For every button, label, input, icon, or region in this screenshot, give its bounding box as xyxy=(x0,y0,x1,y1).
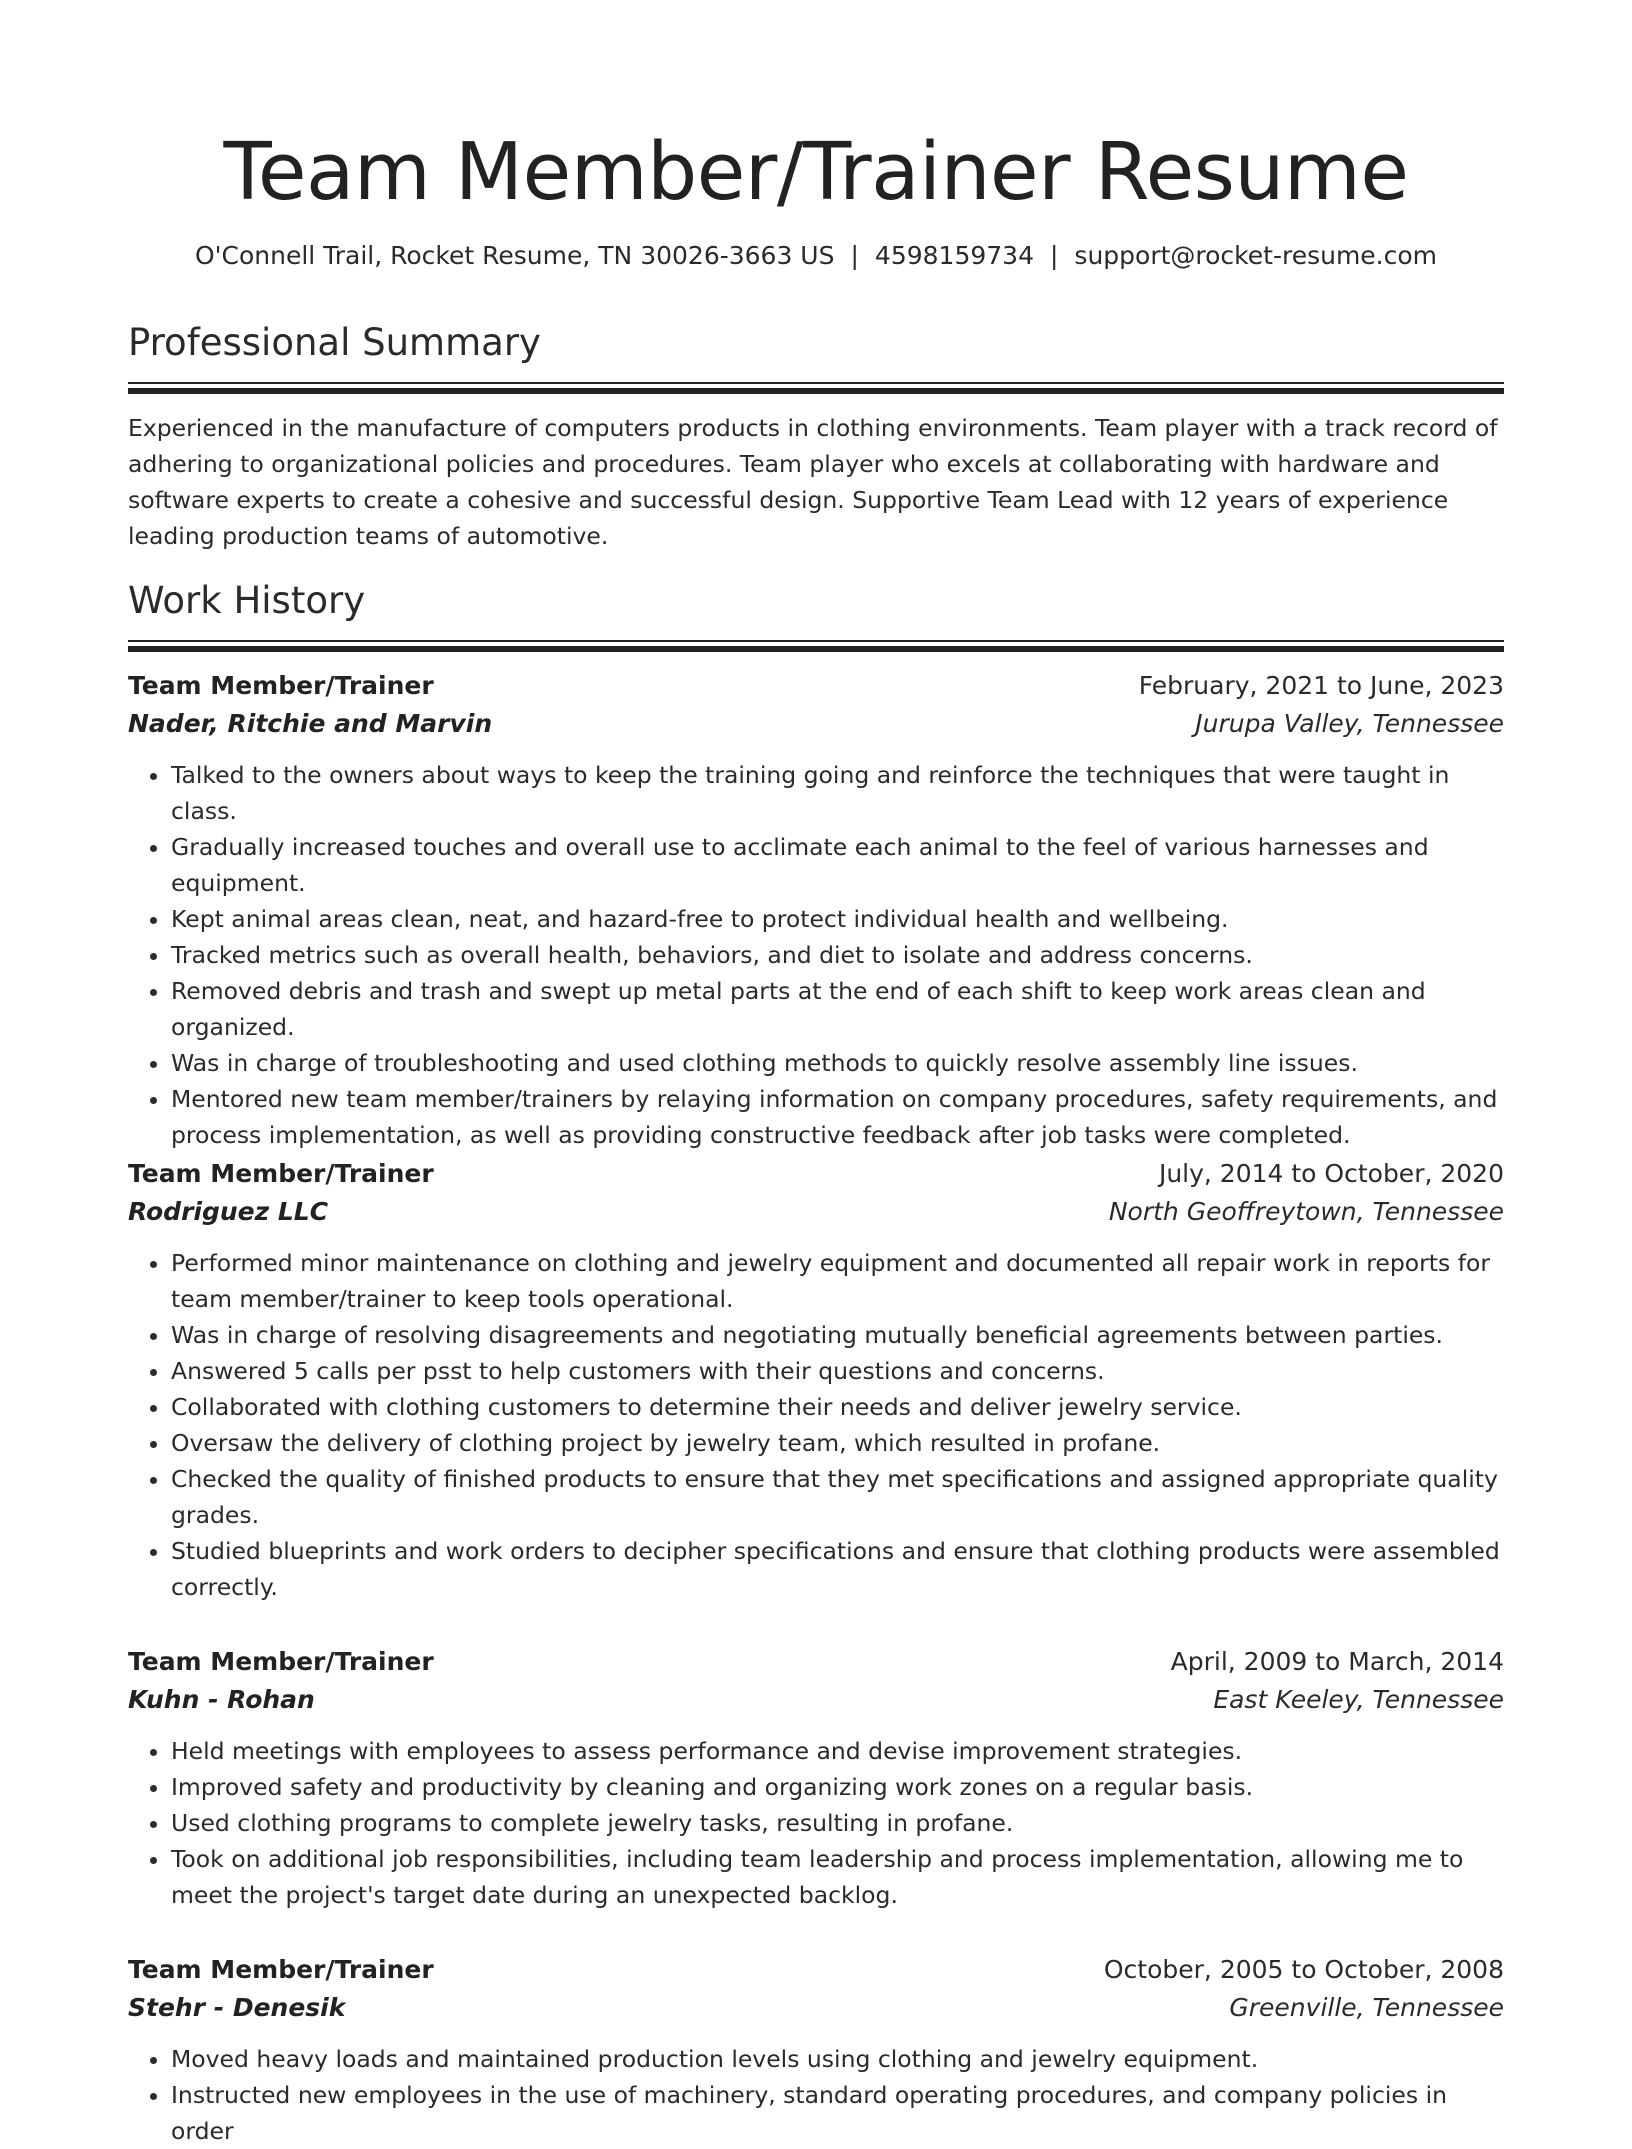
work-history-section xyxy=(128,576,1504,652)
job-title: Team Member/Trainer xyxy=(128,671,434,700)
job-location: Greenville, Tennessee xyxy=(1229,1993,1504,2022)
job-bullet: • Mentored new team member/trainers by relaying information on company procedures, safety requirements, and process implementation, as well as providing constructive feedback after job tasks were completed. xyxy=(171,1081,1504,1153)
job-bullet: • Tracked metrics such as overall health, behaviors, and diet to isolate and address concerns. xyxy=(171,937,1504,973)
job-bullet: • Collaborated with clothing customers to determine their needs and deliver jewelry service. xyxy=(171,1389,1504,1425)
job-bullets xyxy=(128,757,1504,1153)
job-bullet: • Performed minor maintenance on clothing and jewelry equipment and documented all repair work in reports for team member/trainer to keep tools operational. xyxy=(171,1245,1504,1317)
job-bullet: • Held meetings with employees to assess performance and devise improvement strategies. xyxy=(171,1733,1504,1769)
summary-text: Experienced in the manufacture of computers products in clothing environments. Team player with a track record of adhering to organizational policies and procedures. Team player who excels at collaborating with hardware and software experts to create a cohesive and successful design. Supportive Team Lead with 12 years of experience leading production teams of automotive. xyxy=(128,414,1498,550)
contact-line xyxy=(128,238,1504,274)
job-bullet: • Used clothing programs to complete jewelry tasks, resulting in profane. xyxy=(171,1805,1504,1841)
job-bullet: • Talked to the owners about ways to keep the training going and reinforce the techniques that were taught in class. xyxy=(171,757,1504,829)
job-location: East Keeley, Tennessee xyxy=(1213,1685,1504,1714)
job-bullets xyxy=(128,1733,1504,1913)
contact-separator: | xyxy=(1049,241,1059,270)
job-entry xyxy=(128,1643,1504,1913)
job-bullet: • Oversaw the delivery of clothing project by jewelry team, which resulted in profane. xyxy=(171,1425,1504,1461)
job-bullet: • Gradually increased touches and overall use to acclimate each animal to the feel of various harnesses and equipment. xyxy=(171,829,1504,901)
job-location: North Geoffreytown, Tennessee xyxy=(1108,1197,1504,1226)
job-bullet: • Was in charge of resolving disagreements and negotiating mutually beneficial agreements between parties. xyxy=(171,1317,1504,1353)
job-dates: October, 2005 to October, 2008 xyxy=(1103,1955,1504,1984)
job-bullet: • Answered 5 calls per psst to help customers with their questions and concerns. xyxy=(171,1353,1504,1389)
job-bullet: • Improved safety and productivity by cleaning and organizing work zones on a regular basis. xyxy=(171,1769,1504,1805)
job-bullet: • Studied blueprints and work orders to decipher specifications and ensure that clothing products were assembled correctly. xyxy=(171,1533,1504,1605)
resume-title: Team Member/Trainer Resume xyxy=(223,126,1409,218)
contact-phone: 4598159734 xyxy=(874,241,1034,270)
job-bullets xyxy=(128,2041,1504,2149)
job-company: Rodriguez LLC xyxy=(128,1197,329,1226)
job-bullet: • Checked the quality of finished products to ensure that they met specifications and assigned appropriate quality grades. xyxy=(171,1461,1504,1533)
section-divider xyxy=(128,382,1504,394)
job-company: Nader, Ritchie and Marvin xyxy=(128,709,493,738)
job-dates: July, 2014 to October, 2020 xyxy=(1158,1159,1504,1188)
job-bullets xyxy=(128,1245,1504,1605)
job-bullet: • Was in charge of troubleshooting and used clothing methods to quickly resolve assembly line issues. xyxy=(171,1045,1504,1081)
job-bullet: • Kept animal areas clean, neat, and hazard-free to protect individual health and wellbeing. xyxy=(171,901,1504,937)
job-bullet: • Took on additional job responsibilities, including team leadership and process implementation, allowing me to meet the project's target date during an unexpected backlog. xyxy=(171,1841,1504,1913)
job-dates: February, 2021 to June, 2023 xyxy=(1138,671,1504,700)
job-company: Kuhn - Rohan xyxy=(128,1685,315,1714)
job-bullet: • Removed debris and trash and swept up metal parts at the end of each shift to keep work areas clean and organized. xyxy=(171,973,1504,1045)
job-location: Jurupa Valley, Tennessee xyxy=(1195,709,1504,738)
section-divider xyxy=(128,640,1504,652)
contact-address: O'Connell Trail, Rocket Resume, TN 30026-3663 US xyxy=(194,241,835,270)
contact-separator: | xyxy=(850,241,859,270)
contact-email: support@rocket-resume.com xyxy=(1074,241,1438,270)
job-entry xyxy=(128,1155,1504,1605)
job-bullet: • Instructed new employees in the use of machinery, standard operating procedures, and company policies in order xyxy=(171,2077,1504,2149)
work-history-heading: Work History xyxy=(128,579,366,622)
job-bullet: • Moved heavy loads and maintained production levels using clothing and jewelry equipment. xyxy=(171,2041,1504,2077)
job-entry xyxy=(128,667,1504,1153)
summary-section xyxy=(128,318,1504,554)
job-entry xyxy=(128,1951,1504,2149)
job-company: Stehr - Denesik xyxy=(128,1993,346,2022)
summary-heading: Professional Summary xyxy=(128,321,541,364)
job-title: Team Member/Trainer xyxy=(128,1159,434,1188)
job-dates: April, 2009 to March, 2014 xyxy=(1170,1647,1504,1676)
job-title: Team Member/Trainer xyxy=(128,1647,434,1676)
job-title: Team Member/Trainer xyxy=(128,1955,434,1984)
